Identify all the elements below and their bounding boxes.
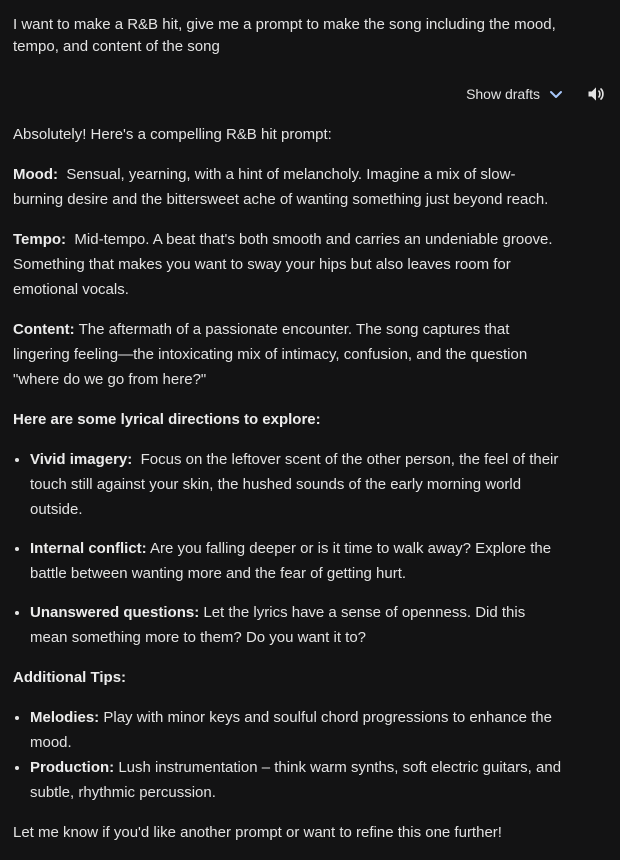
show-drafts-button[interactable] <box>466 86 564 102</box>
response-closing: Let me know if you'd like another prompt or want to refine this one further! <box>13 824 502 841</box>
list-item <box>30 447 563 522</box>
list-item-text: Lush instrumentation – think warm synths, soft electric guitars, and subtle, rhythmic percussion. <box>30 759 562 801</box>
response-toolbar <box>466 82 606 106</box>
tempo-paragraph <box>13 227 563 302</box>
tempo-text: Mid-tempo. A beat that's both smooth and carries an undeniable groove. Something that makes you want to sway your hips but also leaves room for emotional vocals. <box>13 231 553 298</box>
mood-paragraph <box>13 162 563 212</box>
lyrical-heading <box>13 407 563 432</box>
lyrical-heading-text: Here are some lyrical directions to explore: <box>13 411 321 428</box>
list-item <box>30 755 563 805</box>
tips-heading <box>13 665 563 690</box>
lyrical-directions-list <box>13 447 563 650</box>
list-item-label: Unanswered questions: <box>30 604 200 621</box>
user-prompt: I want to make a R&B hit, give me a prompt to make the song including the mood, tempo, and content of the song <box>13 16 556 55</box>
tempo-label: Tempo: <box>13 231 67 248</box>
list-item-text: Let the lyrics have a sense of openness. Did this mean something more to them? Do you want it to? <box>30 604 526 646</box>
show-drafts-label: Show drafts <box>466 86 540 102</box>
list-item-text: Are you falling deeper or is it time to walk away? Explore the battle between wanting more and the fear of getting hurt. <box>30 540 552 582</box>
content-label: Content: <box>13 321 75 338</box>
list-item-label: Internal conflict: <box>30 540 147 557</box>
chevron-down-icon <box>548 86 564 102</box>
list-item <box>30 600 563 650</box>
list-item <box>30 536 563 586</box>
assistant-response <box>13 122 563 860</box>
mood-text: Sensual, yearning, with a hint of melancholy. Imagine a mix of slow-burning desire and the bittersweet ache of wanting something just beyond reach. <box>13 166 549 208</box>
tips-heading-text: Additional Tips: <box>13 669 127 686</box>
list-item-text: Play with minor keys and soulful chord progressions to enhance the mood. <box>30 709 552 751</box>
list-item-label: Production: <box>30 759 115 776</box>
list-item-label: Vivid imagery: <box>30 451 133 468</box>
mood-label: Mood: <box>13 166 58 183</box>
response-intro: Absolutely! Here's a compelling R&B hit prompt: <box>13 126 332 143</box>
content-paragraph <box>13 317 563 392</box>
list-item-label: Melodies: <box>30 709 100 726</box>
tips-list <box>13 705 563 805</box>
list-item <box>30 705 563 755</box>
list-item-text: Focus on the leftover scent of the other person, the feel of their touch still against your skin, the hushed sounds of the early morning world outside. <box>30 451 559 518</box>
content-text: The aftermath of a passionate encounter. The song captures that lingering feeling—the intoxicating mix of intimacy, confusion, and the question "where do we go from here?" <box>13 321 528 388</box>
volume-up-icon[interactable] <box>586 84 606 104</box>
